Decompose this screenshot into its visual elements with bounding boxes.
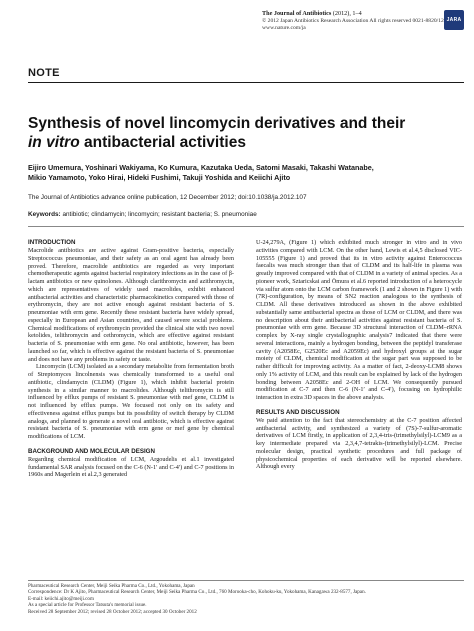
- journal-header: [262, 10, 462, 32]
- footer-divider: [28, 580, 464, 581]
- journal-website: www.nature.com/ja: [262, 24, 306, 31]
- header-divider: [28, 82, 464, 83]
- footer-email: E-mail: keiichi.ajito@meiji.com: [28, 595, 94, 602]
- journal-citation-short: (2012), 1–4: [332, 10, 362, 17]
- footer-affiliation: Pharmaceutical Research Center, Meiji Seika Pharma Co., Ltd., Yokohama, Japan: [28, 583, 195, 589]
- article-citation: The Journal of Antibiotics advance online publication, 12 December 2012; doi:10.1038/ja.2012.107: [28, 194, 307, 201]
- background-heading: BACKGROUND AND MOLECULAR DESIGN: [28, 447, 155, 455]
- article-type: NOTE: [28, 67, 60, 79]
- authors-line1: Eijiro Umemura, Yoshinari Wakiyama, Ko Kumura, Kazutaka Ueda, Satomi Masaki, Takashi Watanabe,: [28, 163, 374, 172]
- keywords-label: Keywords:: [28, 211, 61, 218]
- background-paragraph-1: Regarding chemical modification of LCM, Argoudelis et al.1 investigated fundamental SAR analysis focused on the C-6 (N-1′ and C-4′) and C-7 positions in 1960s and Magerlein et al.2,3 generated: [28, 455, 234, 479]
- intro-paragraph-1: Macrolide antibiotics are active against Gram-positive bacteria, especially Streptococcus pneumoniae, and their safety as an oral agent has already been proved. Therefore, macrolide antibiotics are regarded as very important chemotherapeutic agents against bacterial respiratory infections as in the case of β-lactam antibiotics or new quinolones. Although clarithromycin and azithromycin, which are representatives of widely used macrolides, exhibit enhanced antibacterial activities and characteristic pharmacokinetics compared with those of erythromycin, they are not active enough against resistant bacteria of S. pneumoniae with erm gene. Recently these resistant bacteria have widely spread, especially in European and Asian countries, and caused severe social problems. Chemical modifications of erythromycin provided the clinical site with two novel ketolides, telithromycin and cethromycin, which are effective against resistant bacteria of S. pneumoniae with erm gene. No oral antibiotic, however, has been launched so far, which is effective against the resistant bacteria of S. pneumoniae and does not have any problems in safety or taste.: [28, 247, 234, 363]
- intro-paragraph-2: Lincomycin (LCM) isolated as a secondary metabolite from fermentation broth of Streptomyces lincolnensis was chemically transformed to a useful oral antibiotic, clindamycin (CLDM) (Figure 1), which inhibit bacterial protein synthesis in a similar manner to macrolides. Although telithromycin is still influenced by efflux pumps of resistant S. pneumoniae with mef gene, CLDM is not influenced by efflux pumps. We focused not only on its safety and effectiveness against efflux pumps but its possibility of switch therapy by CLDM analogs, and planned to generate a novel oral antibiotic, which is effective against resistant bacteria of S. pneumoniae with erm gene or mef gene by chemical modifications of LCM.: [28, 363, 234, 440]
- jara-logo-icon: JARA: [444, 10, 464, 30]
- authors-line2: Mikio Yamamoto, Yoko Hirai, Hideki Fushimi, Takuji Yoshida and Keiichi Ajito: [28, 173, 291, 182]
- article-title: [28, 114, 448, 152]
- right-column: [256, 239, 462, 471]
- left-column: [28, 239, 234, 479]
- keywords: [28, 211, 448, 219]
- footer-dedication: As a special article for Professor Tatsuta's memorial issue.: [28, 602, 147, 609]
- footer: [28, 583, 464, 615]
- keywords-list: antibiotic; clindamycin; lincomycin; resistant bacteria; S. pneumoniae: [60, 211, 257, 218]
- results-paragraph-1: We paid attention to the fact that stereochemistry at the C-7 position affected antibacterial activity, and synthesized a variety of (7S)-7-sulfur-aromatic derivatives of LCM firstly, in application of 2,3,4-tris-(trimethylsilyl)-LCM9 as a key intermediate prepared via 2,3,4,7-tetrakis-(trimethylsilyl)-LCM. Precise molecular design, practical synthetic procedures and full package of physicochemical properties of each derivative will be reported elsewhere. Although every: [256, 416, 462, 471]
- keywords-divider: [28, 226, 464, 227]
- author-list: [28, 163, 438, 183]
- results-heading: RESULTS AND DISCUSSION: [256, 408, 340, 416]
- journal-name: The Journal of Antibiotics: [262, 10, 332, 17]
- title-part2: antibacterial activities: [79, 134, 246, 151]
- title-part1: Synthesis of novel lincomycin derivatives and their: [28, 115, 406, 132]
- footer-correspondence: Correspondence: Dr K Ajito, Pharmaceutical Research Center, Meiji Seika Pharma Co., Ltd., 760 Morooka-cho, Kohoku-ku, Yokohama, Kanagawa 232-8577, Japan.: [28, 589, 366, 596]
- journal-copyright: © 2012 Japan Antibiotics Research Association All rights reserved 0021-8820/12: [262, 17, 444, 24]
- intro-heading: INTRODUCTION: [28, 239, 76, 246]
- right-paragraph-1: U-24,279A, (Figure 1) which exhibited much stronger in vitro and in vivo activities compared with LCM. On the other hand, Lewis et al.4,5 disclosed VIC-105555 (Figure 1) and proved that its in vitro activity against Enterococcus faecalis was much stronger than that of CLDM and its half-life in plasma was greatly improved compared with that of CLDM in a variety of animal species. As a pioneer work, Sztaricskai and Ömura et al.6 reported introduction of a heterocycle via sulfur atom onto the LCM carbon framework (1 and 2 shown in Figure 1) with (7R)-configuration, by means of SN2 reaction analogous to the synthesis of CLDM. All these derivatives introduced as shown in the above exhibited substantially same antibacterial spectra as those of LCM or CLDM, and there was no description about their antibacterial activities against resistant bacteria of S. pneumoniae with erm gene. Because 3D structural interaction of CLDM–rRNA complex by X-ray single crystallographic analysis7 indicated that there were several interactions, mainly a hydrogen bonding, between the peptidyl transferase cavity (A2058Ec, G2520Ec and A2059Ec) and hydroxyl groups at the sugar moiety of CLDM, chemical modification at the sugar part was supposed to be rather difficult for improving activity. As a matter of fact, 2-deoxy-LCM8 shows only 1% activity of LCM, and this result can be explained by lack of the hydrogen bonding between A2058Ec and 2-OH of LCM. We consequently pursued modification at C-7 and then C-6 (N-1′ and C-4′), focusing on hydrophilic interaction in extra 3D spaces in the above analysis.: [256, 239, 462, 401]
- title-italic: in vitro: [28, 134, 80, 151]
- footer-dates: Received 28 September 2012; revised 28 October 2012; accepted 30 October 2012: [28, 608, 197, 615]
- journal-citation-line: [262, 10, 462, 18]
